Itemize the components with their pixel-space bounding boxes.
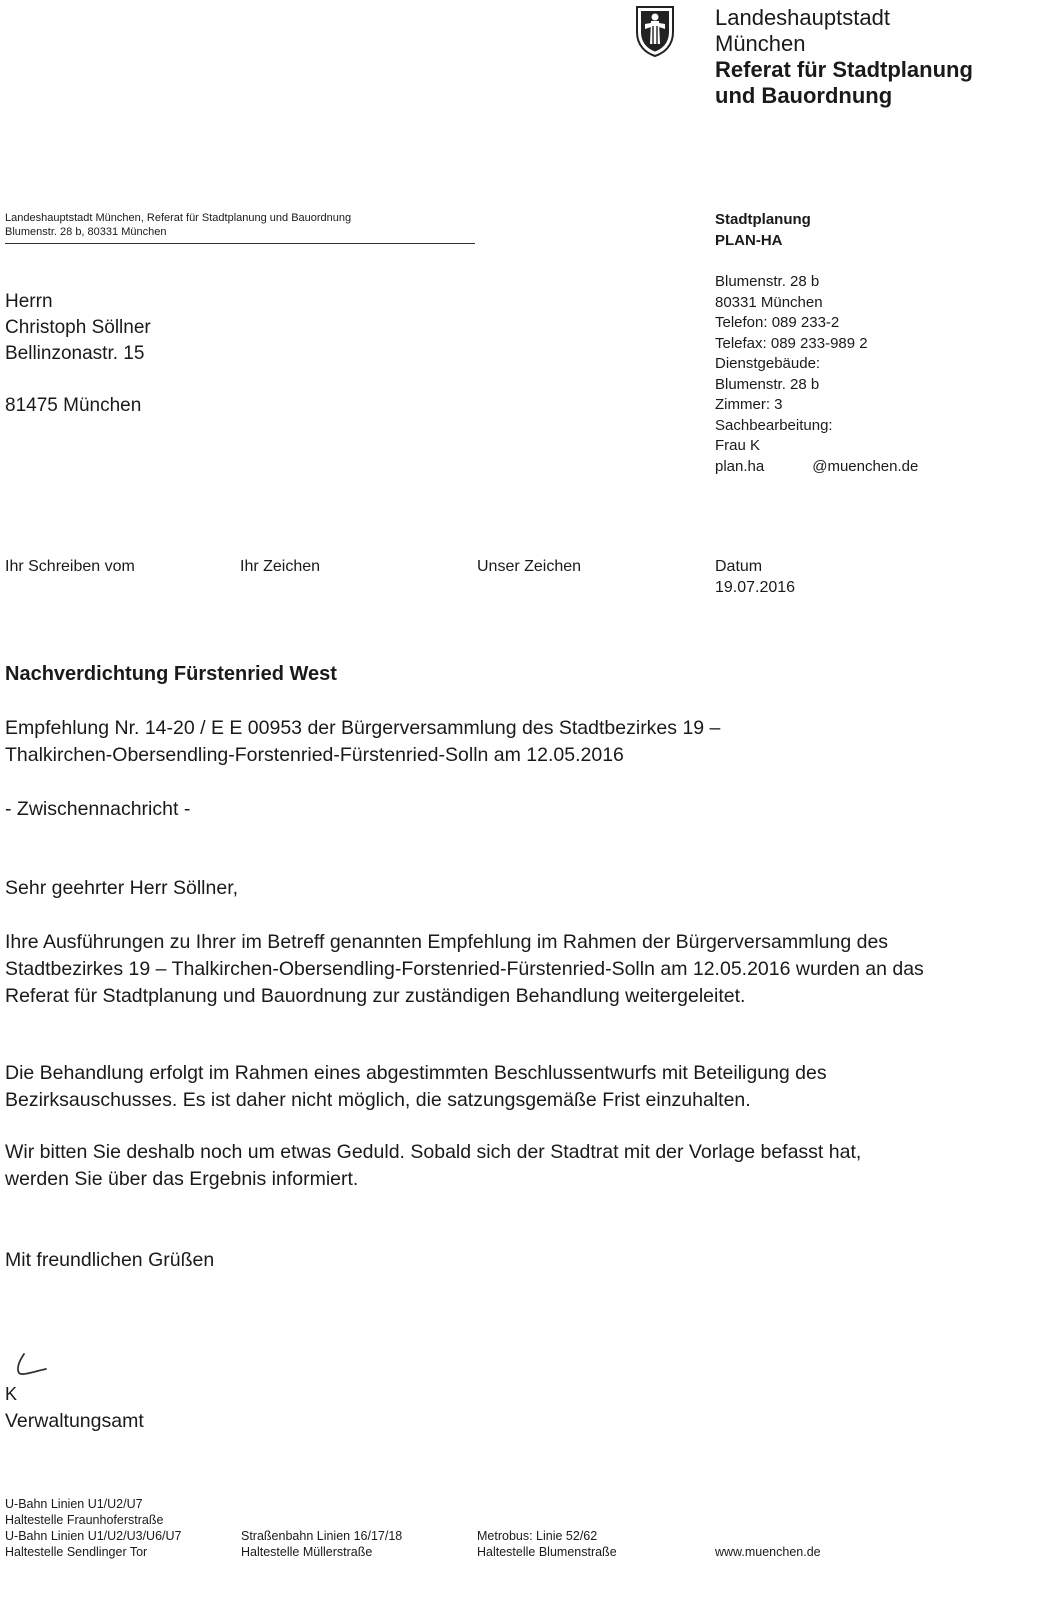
department-line2: und Bauordnung: [715, 83, 893, 108]
body-paragraph-3: Wir bitten Sie deshalb noch um etwas Geduld. Sobald sich der Stadtrat mit der Vorlage befasst hat, werden Sie über das Ergebnis informiert.: [5, 1141, 862, 1190]
body-paragraph-1: Ihre Ausführungen zu Ihrer im Betreff genannten Empfehlung im Rahmen der Bürgerversammlung des Stadtbezirkes 19 – Thalkirchen-Obersendling-Forstenried-Fürstenried-Solln am 12.05.2016 wurden an das Referat für Stadtplanung und Bauordnung zur zuständigen Behandlung weitergeleitet.: [5, 931, 924, 1007]
ref-your-letter: Ihr Schreiben vom: [5, 558, 135, 575]
ref-our-sign: Unser Zeichen: [477, 558, 582, 575]
footer-website: www.muenchen.de: [715, 1545, 821, 1559]
date-label: Datum: [715, 558, 763, 575]
recipient-name: Christoph Söllner: [5, 317, 151, 338]
ref-your-sign: Ihr Zeichen: [240, 558, 321, 575]
unit-code: PLAN-HA: [715, 231, 783, 249]
city-crest-logo: [634, 4, 676, 58]
building-address: Blumenstr. 28 b: [715, 375, 820, 393]
handwritten-signature: [10, 1350, 50, 1380]
org-name-line1: Landeshauptstadt: [715, 5, 890, 30]
signature-office: Verwaltungsamt: [5, 1410, 144, 1432]
footer-ubahn-1: [5, 1496, 181, 1560]
office-city: 80331 München: [715, 293, 823, 311]
sender-line1: Landeshauptstadt München, Referat für Stadtplanung und Bauordnung: [5, 212, 352, 224]
clerk-name: Frau K: [715, 437, 761, 454]
email-address: [715, 457, 1045, 478]
recipient-street: Bellinzonastr. 15: [5, 343, 145, 364]
footer-ubahn2-lines: U-Bahn Linien U1/U2/U3/U6/U7: [5, 1529, 182, 1543]
footer-ubahn2-stop: Haltestelle Sendlinger Tor: [5, 1545, 148, 1559]
phone-number: Telefon: 089 233-2: [715, 314, 840, 331]
footer-ubahn1-lines: U-Bahn Linien U1/U2/U7: [5, 1497, 143, 1511]
interim-notice: - Zwischennachricht -: [5, 798, 191, 820]
contact-sidebar: [715, 210, 1045, 477]
clerk-label: Sachbearbeitung:: [715, 416, 833, 434]
letter-subject: Nachverdichtung Fürstenried West: [5, 663, 337, 685]
recipient-salutation: Herrn: [5, 291, 53, 312]
recommendation-ref-line2: Thalkirchen-Obersendling-Forstenried-Fürstenried-Solln am 12.05.2016: [5, 744, 624, 766]
fax-number: Telefax: 089 233-989 2: [715, 334, 868, 352]
footer-tram-lines: Straßenbahn Linien 16/17/18: [241, 1529, 403, 1543]
closing: Mit freundlichen Grüßen: [5, 1249, 215, 1271]
email-local-part: plan.ha: [715, 457, 765, 475]
building-label: Dienstgebäude:: [715, 355, 821, 372]
greeting: Sehr geehrter Herr Söllner,: [5, 877, 239, 899]
sender-divider: [5, 243, 475, 244]
footer-bus-lines: Metrobus: Linie 52/62: [477, 1529, 598, 1543]
sender-line2: Blumenstr. 28 b, 80331 München: [5, 226, 167, 238]
email-domain: @muenchen.de: [812, 457, 919, 475]
letter-date: 19.07.2016: [715, 579, 796, 596]
footer-bus: [477, 1528, 617, 1560]
office-street: Blumenstr. 28 b: [715, 273, 820, 290]
room-number: Zimmer: 3: [715, 396, 783, 413]
department-line1: Referat für Stadtplanung: [715, 57, 973, 82]
org-name-line2: München: [715, 31, 806, 56]
recipient-city: 81475 München: [5, 395, 142, 416]
footer-tram-stop: Haltestelle Müllerstraße: [241, 1545, 373, 1559]
footer-tram: [241, 1528, 402, 1560]
body-paragraph-2: Die Behandlung erfolgt im Rahmen eines abgestimmten Beschlussentwurfs mit Beteiligung des Bezirksauschusses. Es ist daher nicht möglich, die satzungsgemäße Frist einzuhalten.: [5, 1062, 827, 1111]
sender-return-address: [5, 211, 475, 244]
letterhead: [715, 5, 973, 109]
recommendation-ref-line1: Empfehlung Nr. 14-20 / E E 00953 der Bürgerversammlung des Stadtbezirkes 19 –: [5, 717, 721, 739]
footer-bus-stop: Haltestelle Blumenstraße: [477, 1545, 617, 1559]
unit-name: Stadtplanung: [715, 211, 811, 228]
recipient-address: [5, 289, 151, 419]
signature-initial: K: [5, 1384, 18, 1404]
footer-ubahn1-stop: Haltestelle Fraunhoferstraße: [5, 1513, 164, 1527]
